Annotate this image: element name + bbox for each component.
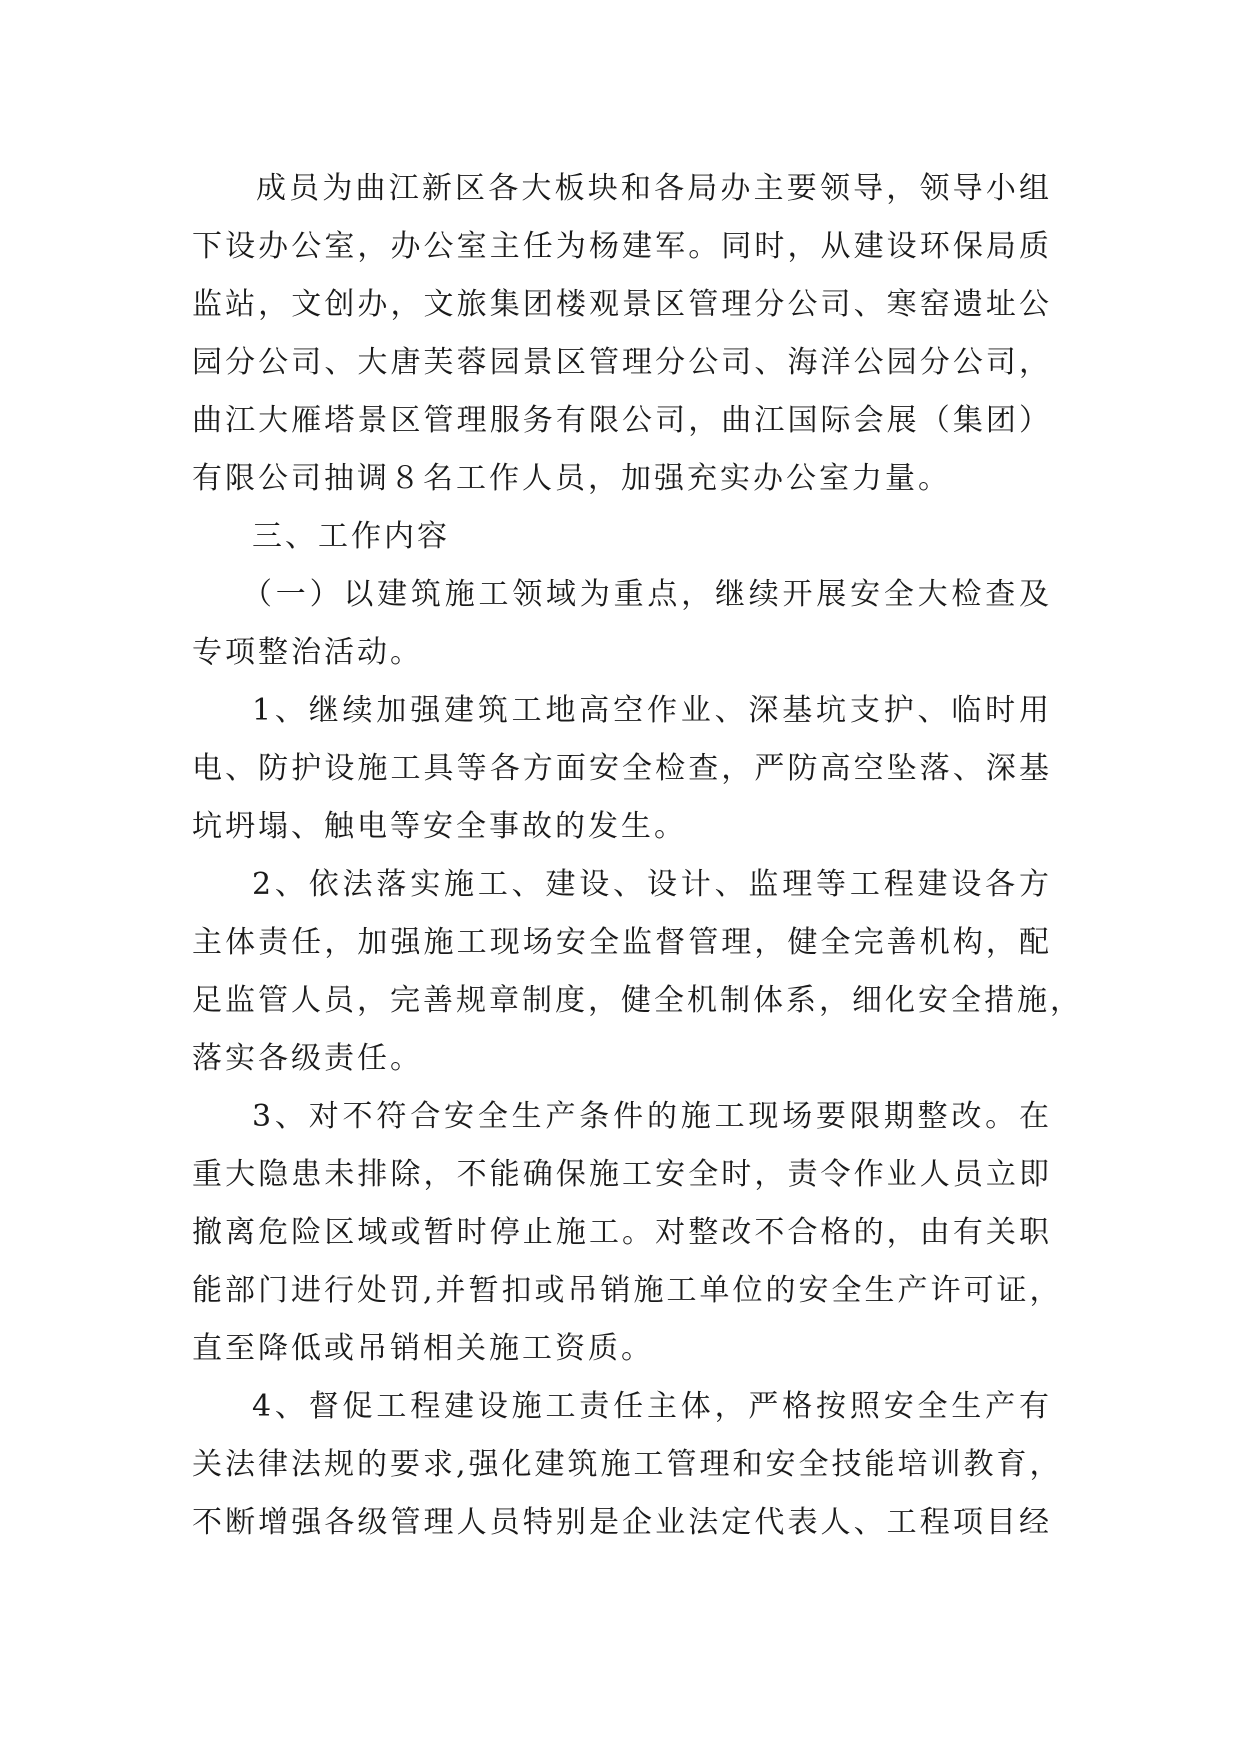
- text-line: 监站，文创办，文旅集团楼观景区管理分公司、寒窑遗址公: [192, 287, 1052, 322]
- text-line: 能部门进行处罚,并暂扣或吊销施工单位的安全生产许可证，: [192, 1273, 1063, 1308]
- text-line: 有限公司抽调８名工作人员，加强充实办公室力量。: [192, 461, 951, 496]
- document-body: [192, 160, 1083, 1552]
- section-heading: 三、工作内容: [252, 519, 450, 554]
- text-line: 成员为曲江新区各大板块和各局办主要领导，领导小组: [256, 171, 1052, 206]
- list-item-1: 1、继续加强建筑工地高空作业、深基坑支护、临时用: [252, 693, 1052, 728]
- list-item-4: 4、督促工程建设施工责任主体，严格按照安全生产有: [252, 1389, 1052, 1424]
- text-line: 不断增强各级管理人员特别是企业法定代表人、工程项目经: [192, 1505, 1052, 1540]
- text-line: 坑坍塌、触电等安全事故的发生。: [192, 809, 687, 844]
- list-item-3: 3、对不符合安全生产条件的施工现场要限期整改。在: [252, 1099, 1052, 1134]
- text-line: 下设办公室，办公室主任为杨建军。同时，从建设环保局质: [192, 229, 1052, 264]
- text-line: 曲江大雁塔景区管理服务有限公司，曲江国际会展（集团）: [192, 403, 1052, 438]
- text-line: 足监管人员，完善规章制度，健全机制体系，细化安全措施，: [192, 983, 1083, 1018]
- text-line: 园分公司、大唐芙蓉园景区管理分公司、海洋公园分公司，: [192, 345, 1052, 380]
- list-item-2: 2、依法落实施工、建设、设计、监理等工程建设各方: [252, 867, 1052, 902]
- text-line: 落实各级责任。: [192, 1041, 423, 1076]
- text-line: 直至降低或吊销相关施工资质。: [192, 1331, 654, 1366]
- text-line: 主体责任，加强施工现场安全监督管理，健全完善机构，配: [192, 925, 1052, 960]
- subsection-heading: （一）以建筑施工领域为重点，继续开展安全大检查及: [242, 577, 1052, 612]
- text-line: 专项整治活动。: [192, 635, 423, 670]
- text-line: 电、防护设施工具等各方面安全检查，严防高空坠落、深基: [192, 751, 1052, 786]
- text-line: 关法律法规的要求,强化建筑施工管理和安全技能培训教育，: [192, 1447, 1063, 1482]
- text-line: 撤离危险区域或暂时停止施工。对整改不合格的，由有关职: [192, 1215, 1052, 1250]
- text-line: 重大隐患未排除，不能确保施工安全时，责令作业人员立即: [192, 1157, 1052, 1192]
